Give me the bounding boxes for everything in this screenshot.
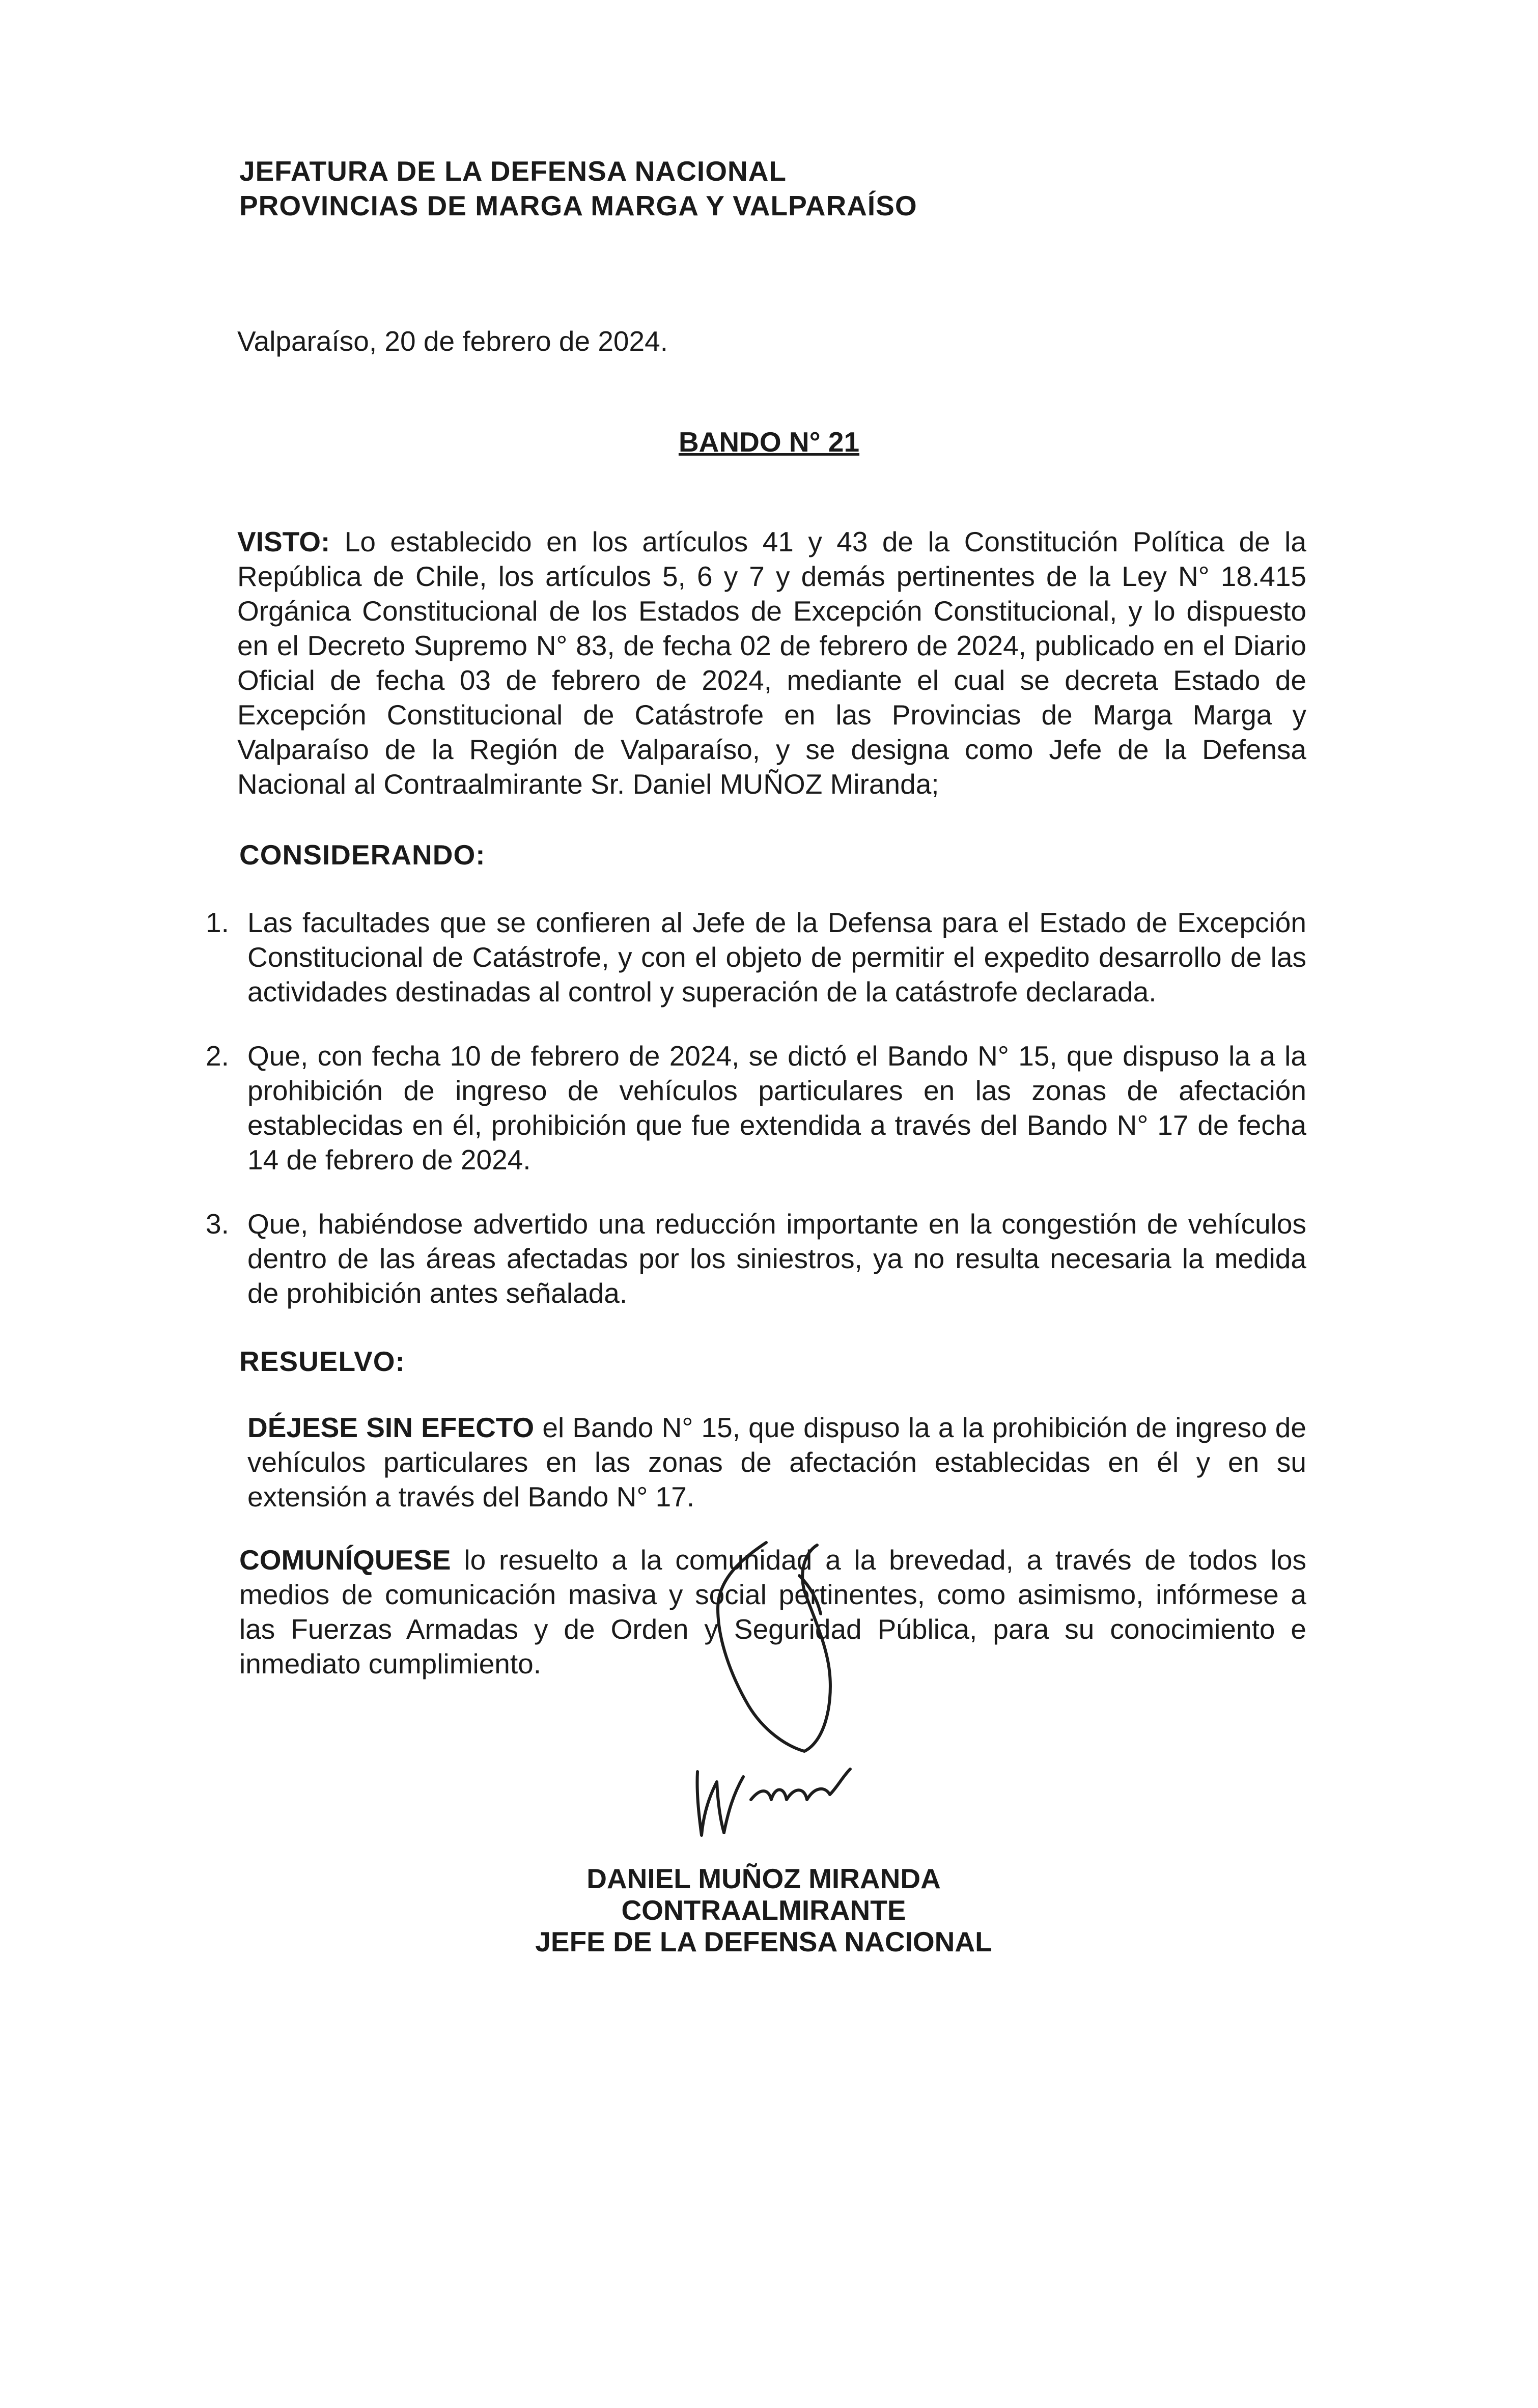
resuelvo-paragraph-1 [247, 1410, 1306, 1514]
resuelvo-paragraph-1-text: el Bando N° 15, que dispuso la a la prohibición de ingreso de vehículos particulares en las zonas de afectación establecidas en él y en su extensión a través del Bando N° 17. [247, 1412, 1306, 1513]
considerando-item-1-number: 1. [206, 907, 229, 938]
considerando-item-2-text: Que, con fecha 10 de febrero de 2024, se dictó el Bando N° 15, que dispuso la a la prohibición de ingreso de vehículos particulares en las zonas de afectación establecidas en él, prohibición que fue extendida a través del Bando N° 17 de fecha 14 de febrero de 2024. [247, 1040, 1306, 1175]
resuelvo-label: RESUELVO: [239, 1346, 405, 1377]
signature-name: DANIEL MUÑOZ MIRANDA [586, 1863, 941, 1894]
considerando-item-2-number: 2. [206, 1040, 229, 1072]
considerando-item-3-number: 3. [206, 1208, 229, 1240]
resuelvo-paragraph-2-text: lo resuelto a la comunidad a la brevedad, a través de todos los medios de comunicación masiva y social pertinentes, como asimismo, infórmese a las Fuerzas Armadas y de Orden y Seguridad Pública, para su conocimiento e inmediato cumplimiento. [239, 1544, 1306, 1679]
visto-text: Lo establecido en los artículos 41 y 43 de la Constitución Política de la República de Chile, los artículos 5, 6 y 7 y demás pertinentes de la Ley N° 18.415 Orgánica Constitucional de los Estados de Excepción Constitucional, y lo dispuesto en el Decreto Supremo N° 83, de fecha 02 de febrero de 2024, publicado en el Diario Oficial de fecha 03 de febrero de 2024, mediante el cual se decreta Estado de Excepción Constitucional de Catástrofe en las Provincias de Marga Marga y Valparaíso de la Región de Valparaíso, y se designa como Jefe de la Defensa Nacional al Contraalmirante Sr. Daniel MUÑOZ Miranda; [237, 526, 1306, 800]
considerando-label: CONSIDERANDO: [239, 839, 486, 871]
date-line: Valparaíso, 20 de febrero de 2024. [237, 325, 668, 357]
signature-rank: CONTRAALMIRANTE [621, 1894, 906, 1926]
signature-role: JEFE DE LA DEFENSA NACIONAL [535, 1926, 992, 1957]
header-line-2: PROVINCIAS DE MARGA MARGA Y VALPARAÍSO [239, 190, 917, 221]
document-title: BANDO N° 21 [678, 426, 860, 458]
considerando-item-1-text: Las facultades que se confieren al Jefe de la Defensa para el Estado de Excepción Constitucional de Catástrofe, y con el objeto de permitir el expedito desarrollo de las actividades destinadas al control y superación de la catástrofe declarada. [247, 907, 1306, 1007]
handwritten-signature [641, 1537, 886, 1843]
header-line-1: JEFATURA DE LA DEFENSA NACIONAL [239, 155, 787, 187]
comuniquese-label: COMUNÍQUESE [239, 1544, 451, 1576]
visto-label: VISTO: [237, 526, 330, 557]
visto-paragraph [237, 524, 1306, 801]
dejese-sin-efecto-label: DÉJESE SIN EFECTO [247, 1412, 535, 1443]
considerando-item-3-text: Que, habiéndose advertido una reducción importante en la congestión de vehículos dentro de las áreas afectadas por los siniestros, ya no resulta necesaria la medida de prohibición antes señalada. [247, 1208, 1306, 1309]
